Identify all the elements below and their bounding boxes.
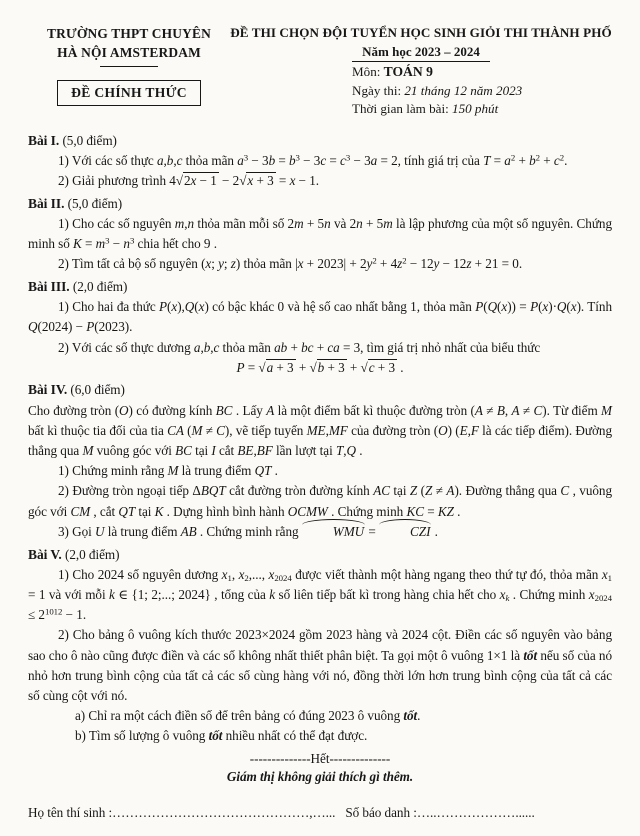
problem-5-part-1: 1) Cho 2024 số nguyên dương $x_1$, $x_2$,..., $x_{2024}$ được viết thành một hàng ngang theo thứ tự đó, thỏa mãn $x_1 = 1$ và với mỗi k ∈ {1; 2;...; 2024} , tổng của k số liên tiếp bất kì trong hàng chia hết cho $x_k$ . Chứng minh $x_{2024} \le 2^{1012} - 1$. — [28, 566, 612, 623]
problems-content — [28, 131, 612, 823]
candidate-id-dots: …..………………...... — [416, 804, 535, 820]
exam-date-value: 21 tháng 12 năm 2023 — [404, 82, 523, 98]
problem-1-part-2: 2) Giải phương trình 4√2x − 1 − 2√x + 3 = x − 1. — [58, 172, 320, 188]
problem-2-points: (5,0 điểm) — [67, 195, 123, 211]
subject-value: TOÁN 9 — [383, 64, 433, 79]
candidate-name-label: Họ tên thí sinh : — [28, 804, 113, 820]
problem-2-part-2: 2) Tìm tất cả bộ số nguyên (x; y; z) thỏa mãn $|x + 2023| + 2y^2 + 4z^2 - 12y - 12z + 21 = 0$. — [58, 255, 523, 272]
duration-value: 150 phút — [452, 101, 499, 116]
problem-3-heading — [28, 277, 612, 297]
problem-5-points: (2,0 điểm) — [64, 546, 120, 562]
problem-1-points: (5,0 điểm) — [62, 132, 117, 148]
problem-4-part-1: 1) Chứng minh rằng M là trung điểm QT . — [58, 463, 278, 479]
subject-line — [230, 63, 612, 81]
problem-4-intro: Cho đường tròn (O) có đường kính BC . Lấy A là một điểm bất kì thuộc đường tròn (A ≠ B, A ≠ C). Từ điểm M bất kì thuộc tia đối của tia CA (M ≠ C), vẽ tiếp tuyến ME,MF của đường tròn (O) (E,F là các tiếp điểm). Đường thẳng qua M vuông góc với BC tại I cắt BE,BF lần lượt tại T,Q . — [28, 402, 613, 459]
problem-5-label: Bài V. — [28, 546, 62, 562]
subject-label: Môn: — [352, 64, 384, 79]
candidate-id-label: Số báo danh : — [345, 804, 417, 820]
school-name-line2: HÀ NỘI AMSTERDAM — [57, 45, 201, 60]
problem-4-heading — [28, 380, 612, 400]
candidate-name-dots: ………………………………………,…... — [112, 804, 336, 820]
problem-4-part-3: 3) Gọi U là trung điểm AB . Chứng minh rằng WMU = CZI . — [28, 522, 612, 542]
school-divider-rule — [100, 66, 158, 67]
school-name — [28, 24, 230, 62]
exam-date-line — [230, 82, 612, 100]
problem-3-points: (2,0 điểm) — [72, 278, 128, 294]
problem-3-formula: P = √a + 3 + √b + 3 + √c + 3 . — [236, 359, 404, 375]
problem-2-heading — [28, 194, 612, 214]
problem-1-heading — [28, 131, 612, 151]
problem-3-part-1: 1) Cho hai đa thức P(x),Q(x) có bậc khác 0 và hệ số cao nhất bằng 1, thỏa mãn P(Q(x)) = P(x)·Q(x). Tính Q(2024) − P(2023). — [28, 299, 613, 335]
problem-2-part-1: 1) Cho các số nguyên m,n thỏa mãn mỗi số 2m + 5n và 2n + 5m là lập phương của một số nguyên. Chứng minh số $K = m^3 - n^3$ chia hết cho 9 . — [28, 215, 613, 252]
duration-label: Thời gian làm bài: — [352, 101, 453, 116]
duration-line — [230, 100, 612, 118]
problem-5-part-2: 2) Cho bảng ô vuông kích thước 2023×2024 gồm 2023 hàng và 2024 cột. Điền các số nguyên vào bảng sao cho ô nào cũng được điền và các số không nhất thiết phân biệt. Ta gọi một ô vuông 1×1 là tốt nếu số của nó nhỏ hơn trung bình cộng của tất cả các số cùng hàng với nó, đồng thời lớn hơn trung bình cộng của tất cả các số cùng cột với nó. — [28, 627, 612, 703]
problem-3-label: Bài III. — [28, 278, 70, 294]
problem-4-part-2: 2) Đường tròn ngoại tiếp ΔBQT cắt đường tròn đường kính AC tại Z (Z ≠ A). Đường thẳng qua C , vuông góc với CM , cắt QT tại K . Dựng hình bình hành OCMW . Chứng minh KC = KZ . — [28, 483, 613, 519]
school-name-line1: TRƯỜNG THPT CHUYÊN — [46, 26, 212, 41]
proctor-note: Giám thị không giải thích gì thêm. — [226, 768, 414, 784]
official-exam-badge: ĐỀ CHÍNH THỨC — [57, 80, 201, 106]
end-divider: --------------Hết-------------- — [249, 750, 391, 766]
candidate-line-gap — [335, 803, 345, 823]
problem-3-part-2: 2) Với các số thực dương a,b,c thỏa mãn ab + bc + ca = 3, tìm giá trị nhỏ nhất của biểu thức — [58, 339, 541, 355]
problem-4-label: Bài IV. — [28, 382, 68, 398]
exam-date-label: Ngày thi: — [352, 82, 405, 98]
candidate-info-line — [28, 803, 612, 823]
problem-5-part-2b: b) Tìm số lượng ô vuông tốt nhiều nhất có thể đạt được. — [75, 728, 368, 744]
problem-5-part-2a: a) Chỉ ra một cách điền số để trên bảng có đúng 2023 ô vuông tốt. — [75, 708, 421, 724]
problem-4-points: (6,0 điểm) — [70, 382, 125, 398]
exam-info-block — [230, 24, 612, 118]
school-block — [28, 24, 230, 106]
problem-5-heading — [28, 545, 612, 565]
problem-1-label: Bài I. — [28, 132, 60, 148]
problem-2-label: Bài II. — [28, 195, 65, 211]
school-year-wrap — [230, 41, 612, 62]
school-year: Năm học 2023 – 2024 — [352, 44, 490, 62]
problem-1-part-1: 1) Với các số thực a,b,c thỏa mãn $a^3 - 3b = b^3 - 3c = c^3 - 3a = 2$, tính giá trị của $T = a^2 + b^2 + c^2$. — [58, 152, 568, 168]
document-header — [28, 24, 612, 118]
exam-title: ĐỀ THI CHỌN ĐỘI TUYỂN HỌC SINH GIỎI THI THÀNH PHỐ — [230, 25, 612, 40]
